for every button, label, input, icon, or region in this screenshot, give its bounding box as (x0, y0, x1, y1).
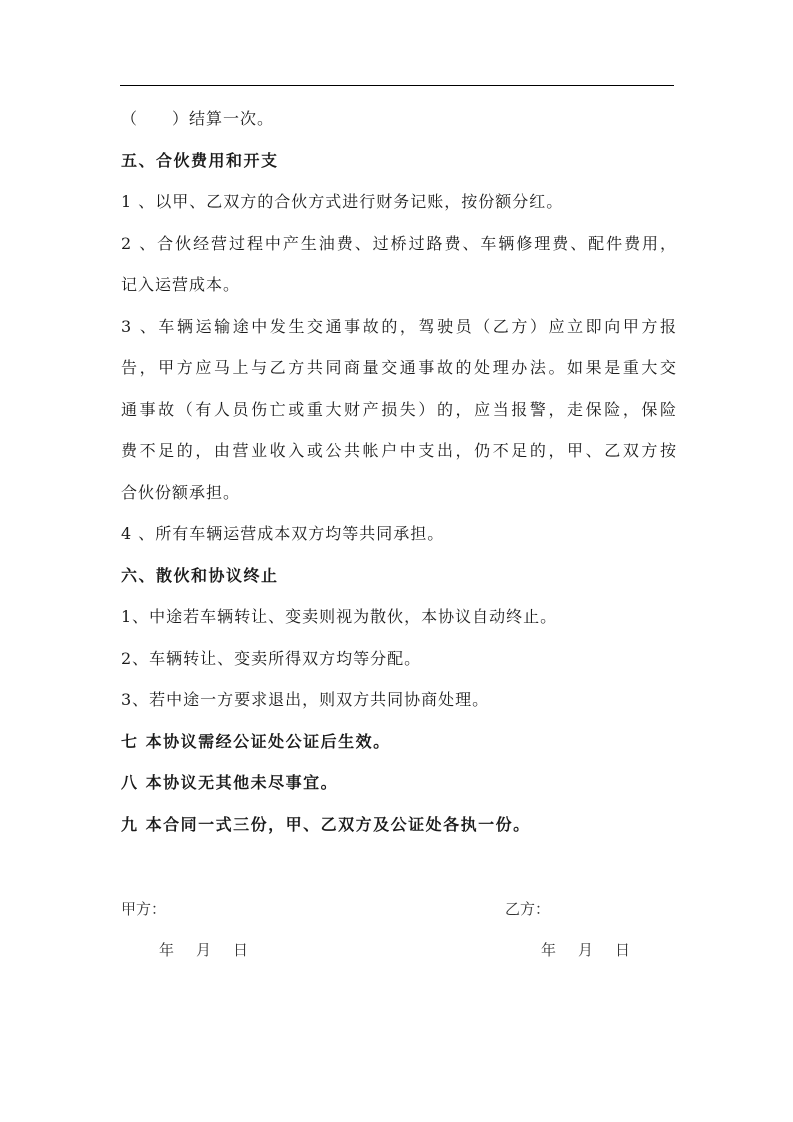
paragraph-line: 1 、以甲、乙双方的合伙方式进行财务记账，按份额分红。 (121, 192, 564, 211)
party-a-day: 日 (233, 941, 249, 959)
section-heading: 五、合伙费用和开支 (121, 150, 279, 170)
paragraph-line: 合伙份额承担。 (121, 482, 241, 502)
party-a-month: 月 (196, 941, 212, 959)
section-heading: 九 本合同一式三份，甲、乙双方及公证处各执一份。 (121, 814, 531, 834)
party-b-day: 日 (615, 941, 631, 959)
party-a-year: 年 (159, 941, 175, 959)
party-b-month: 月 (578, 941, 594, 959)
paragraph-line: 2 、合伙经营过程中产生油费、过桥过路费、车辆修理费、配件费用， (121, 233, 677, 253)
party-b-label: 乙方： (505, 900, 551, 918)
section-heading: 六、散伙和协议终止 (121, 565, 279, 585)
party-a-label: 甲方： (121, 900, 167, 918)
section-heading: 八 本协议无其他未尽事宜。 (121, 773, 339, 792)
party-a-date (159, 939, 270, 960)
paragraph-line: 记入运营成本。 (121, 275, 241, 294)
party-b-date (541, 939, 652, 960)
paragraph-line: （ ）结算一次。 (121, 109, 275, 128)
header-rule (120, 85, 674, 86)
party-b-year: 年 (541, 941, 557, 959)
paragraph-line: 2、车辆转让、变卖所得双方均等分配。 (121, 648, 422, 668)
paragraph-line: 3 、车辆运输途中发生交通事故的，驾驶员（乙方）应立即向甲方报 (121, 316, 677, 336)
paragraph-line: 通事故（有人员伤亡或重大财产损失）的，应当报警，走保险，保险 (121, 399, 677, 419)
document-body (121, 98, 677, 845)
paragraph-line: 费不足的，由营业收入或公共帐户中支出，仍不足的，甲、乙双方按 (121, 441, 677, 460)
paragraph-line: 3、若中途一方要求退出，则双方共同协商处理。 (121, 690, 490, 709)
paragraph-line: 1、中途若车辆转让、变卖则视为散伙，本协议自动终止。 (121, 607, 558, 626)
paragraph-line: 4 、所有车辆运营成本双方均等共同承担。 (121, 524, 445, 543)
signature-block (121, 888, 677, 978)
paragraph-line: 告，甲方应马上与乙方共同商量交通事故的处理办法。如果是重大交 (121, 358, 677, 377)
section-heading: 七 本协议需经公证处公证后生效。 (121, 731, 391, 751)
